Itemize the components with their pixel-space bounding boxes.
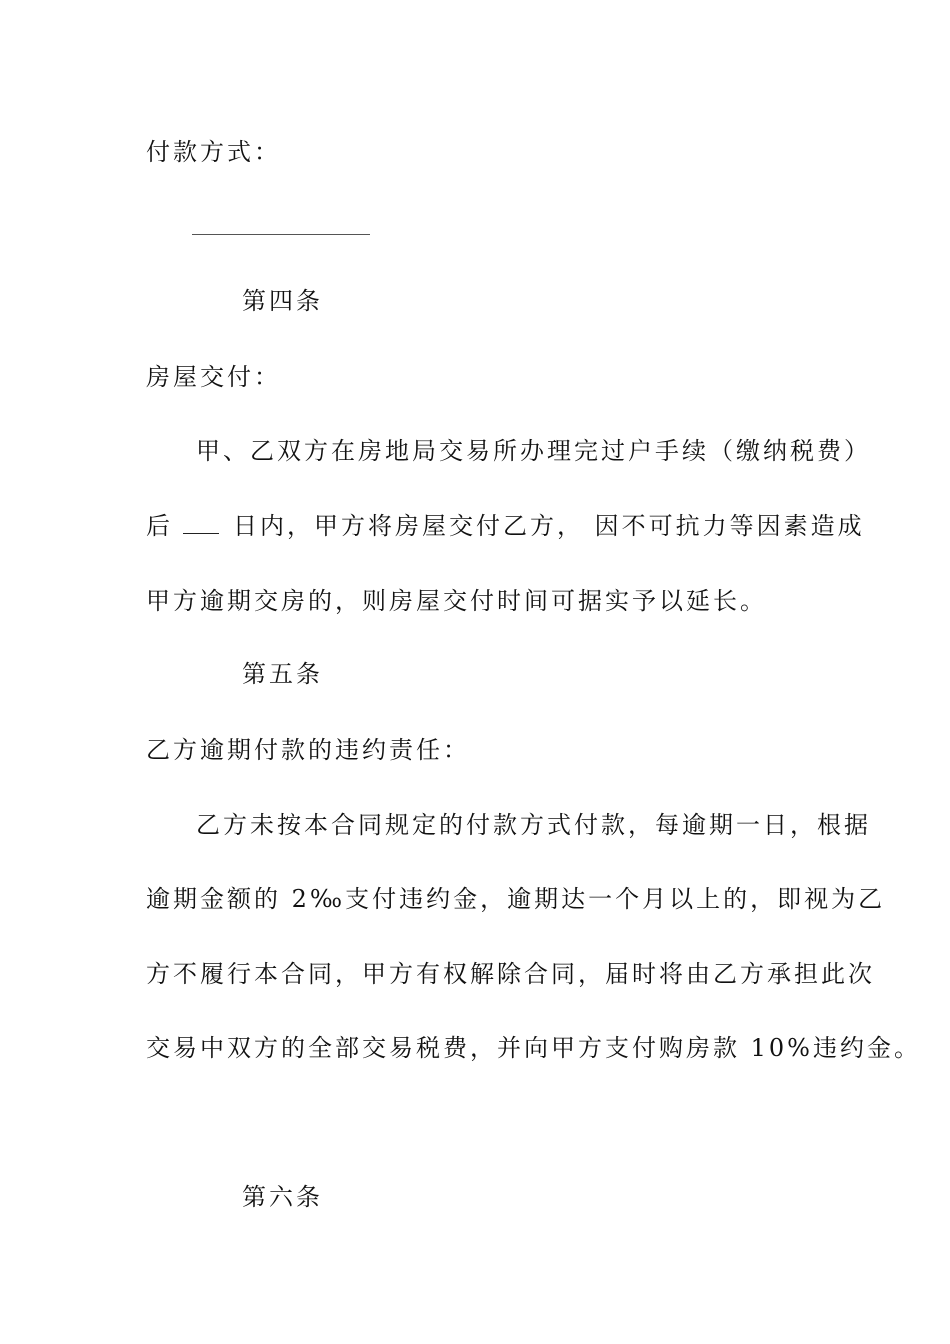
article-5-paragraph-line-2: 逾期金额的 2‰支付违约金，逾期达一个月以上的，即视为乙 — [146, 885, 886, 913]
article-4-paragraph-line-3: 甲方逾期交房的，则房屋交付时间可据实予以延长。 — [146, 587, 767, 615]
article-5-paragraph-line-3: 方不履行本合同，甲方有权解除合同，届时将由乙方承担此次 — [146, 960, 875, 988]
payment-method-label: 付款方式： — [146, 138, 281, 166]
payment-method-blank — [192, 234, 370, 235]
article-4-heading: 第四条 — [242, 287, 323, 315]
article-4-line-2-prefix: 后 — [146, 512, 173, 540]
article-4-line-2-suffix: 日内，甲方将房屋交付乙方， 因不可抗力等因素造成 — [233, 512, 865, 540]
article-5-paragraph-line-1: 乙方未按本合同规定的付款方式付款，每逾期一日，根据 — [196, 811, 871, 839]
article-6-heading: 第六条 — [242, 1183, 323, 1211]
article-4-paragraph-line-1: 甲、乙双方在房地局交易所办理完过户手续（缴纳税费） — [196, 437, 871, 465]
article-5-subtitle: 乙方逾期付款的违约责任： — [146, 736, 470, 764]
days-blank — [183, 515, 219, 534]
article-4-subtitle: 房屋交付： — [146, 363, 281, 391]
article-5-heading: 第五条 — [242, 660, 323, 688]
article-5-paragraph-line-4: 交易中双方的全部交易税费，并向甲方支付购房款 10%违约金。 — [146, 1034, 921, 1062]
article-4-paragraph-line-2 — [146, 511, 865, 541]
